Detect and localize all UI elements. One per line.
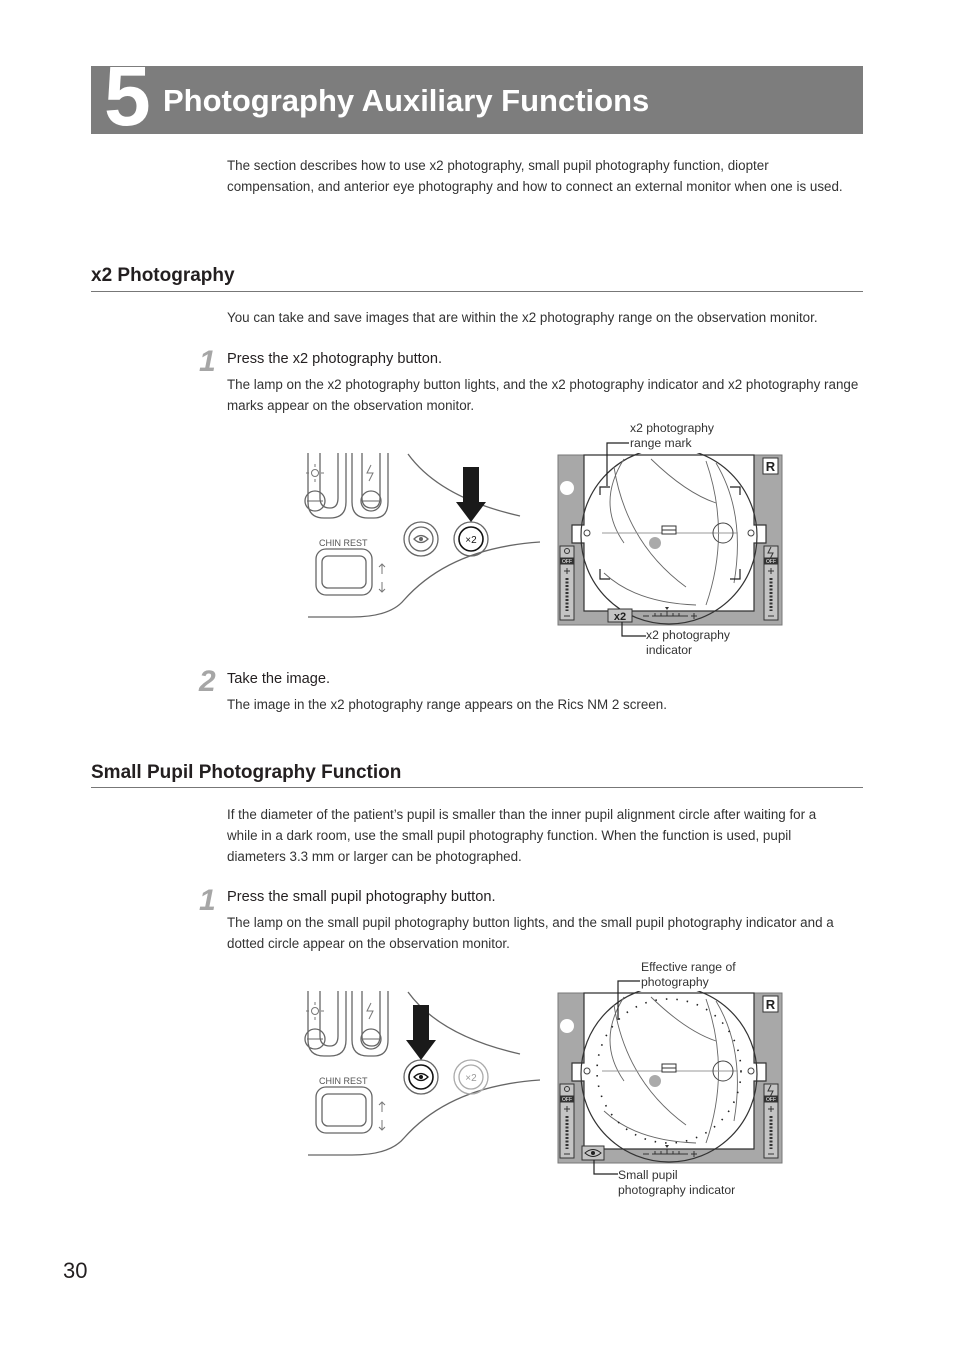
small-pupil-indicator-eye-icon <box>582 1146 604 1160</box>
step-number: 1 <box>199 345 216 378</box>
x2-indicator-label: x2 <box>613 611 627 623</box>
step-title: Press the x2 photography button. <box>227 351 442 367</box>
callout-x2-indicator: x2 photography indicator <box>646 628 731 657</box>
x2-button-label: ×2 <box>465 535 477 546</box>
chapter-title: Photography Auxiliary Functions <box>163 83 650 118</box>
callout-leader-line <box>590 1160 620 1178</box>
off-label: OFF <box>766 559 776 565</box>
callout-leader-line <box>612 976 642 1024</box>
observation-monitor-x2 <box>556 453 784 627</box>
off-label: OFF <box>562 559 572 565</box>
chin-rest-label: CHIN REST <box>319 538 368 548</box>
step-body: The lamp on the small pupil photography button lights, and the small pupil photography indicator and a dotted circle appear on the observation monitor. <box>227 915 834 951</box>
chin-rest-label: CHIN REST <box>319 1076 368 1086</box>
off-label: OFF <box>766 1097 776 1103</box>
callout-small-pupil-indicator: Small pupil photography indicator <box>618 1168 736 1197</box>
step-body: The lamp on the x2 photography button lights, and the x2 photography indicator and x2 photography range marks appear on the observation monitor. <box>227 377 859 413</box>
arrow-down-icon <box>456 467 486 522</box>
small-pupil-intro: If the diameter of the patient’s pupil is smaller than the inner pupil alignment circle after waiting for a while in a dark room, use the small pupil photography function. When the function is used, pupil diameters 3.3 mm or larger can be photographed. <box>227 807 817 864</box>
section-divider <box>91 291 863 292</box>
step-number: 2 <box>199 665 216 698</box>
chapter-intro: The section describes how to use x2 photography, small pupil photography function, diopter compensation, and anterior eye photography and how to connect an external monitor when one is used. <box>227 158 843 194</box>
x2-intro: You can take and save images that are within the x2 photography range on the observation monitor. <box>227 310 818 325</box>
monitor-r-label: R <box>765 459 776 474</box>
section-divider <box>91 787 863 788</box>
control-panel-illustration-small-pupil <box>300 978 540 1163</box>
callout-range-mark: x2 photography range mark <box>630 421 715 450</box>
control-panel-illustration-x2 <box>300 440 540 625</box>
step-body: The image in the x2 photography range appears on the Rics NM 2 screen. <box>227 697 667 712</box>
section-heading-small-pupil: Small Pupil Photography Function <box>91 762 402 783</box>
step-title: Press the small pupil photography button. <box>227 889 496 905</box>
chapter-number: 5 <box>104 49 151 143</box>
callout-effective-range: Effective range of photography <box>641 960 736 989</box>
arrow-down-icon <box>406 1005 436 1060</box>
page-number: 30 <box>63 1258 88 1283</box>
callout-leader-line <box>618 622 648 640</box>
x2-button-label: ×2 <box>465 1073 477 1084</box>
step-number: 1 <box>199 884 216 917</box>
step-title: Take the image. <box>227 671 331 687</box>
section-heading-x2: x2 Photography <box>91 265 235 286</box>
monitor-r-label: R <box>765 997 776 1012</box>
observation-monitor-small-pupil <box>556 991 784 1165</box>
off-label: OFF <box>562 1097 572 1103</box>
